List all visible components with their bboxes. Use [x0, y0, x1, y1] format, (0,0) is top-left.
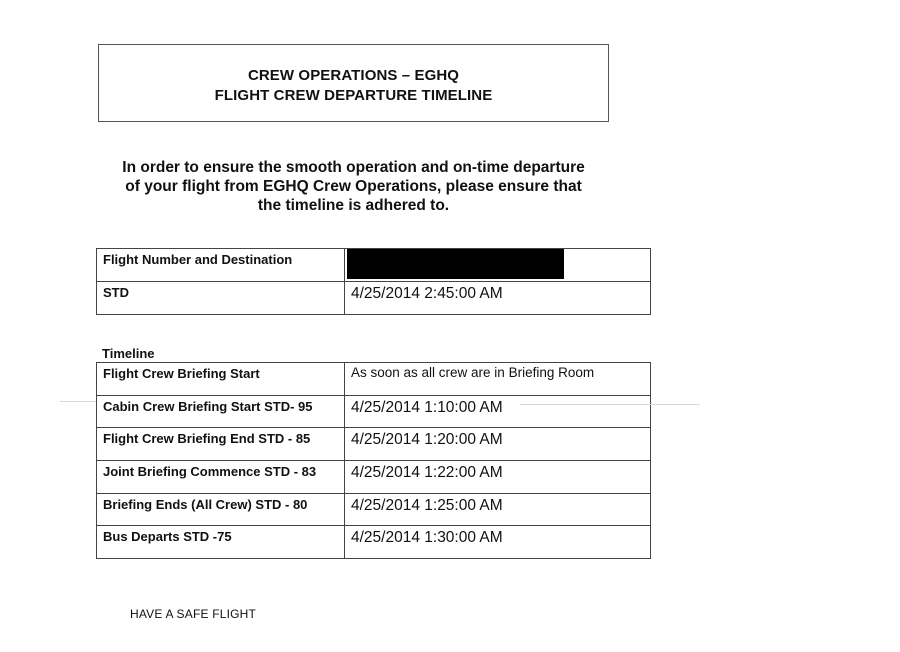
timeline-value: As soon as all crew are in Briefing Room [345, 363, 651, 396]
document-header [98, 44, 609, 122]
table-row [97, 493, 651, 526]
timeline-label: Flight Crew Briefing End STD - 85 [97, 428, 345, 461]
timeline-value: 4/25/2014 1:20:00 AM [345, 428, 651, 461]
intro-line: of your flight from EGHQ Crew Operations, please ensure that [125, 178, 582, 195]
timeline-label: Flight Crew Briefing Start [97, 363, 345, 396]
std-label: STD [97, 282, 345, 315]
std-value: 4/25/2014 2:45:00 AM [345, 282, 651, 315]
redaction-block [347, 249, 564, 279]
table-row [97, 249, 651, 282]
timeline-label: Joint Briefing Commence STD - 83 [97, 461, 345, 494]
intro-line: In order to ensure the smooth operation and on-time departure [122, 159, 585, 176]
timeline-value: 4/25/2014 1:25:00 AM [345, 493, 651, 526]
scan-artifact [520, 404, 700, 405]
header-title: CREW OPERATIONS – EGHQ [247, 67, 460, 84]
table-row [97, 282, 651, 315]
timeline-table [96, 362, 651, 559]
footer-message: HAVE A SAFE FLIGHT [130, 607, 257, 621]
table-row [97, 428, 651, 461]
timeline-title: Timeline [102, 346, 155, 361]
timeline-value: 4/25/2014 1:30:00 AM [345, 526, 651, 559]
timeline-label: Briefing Ends (All Crew) STD - 80 [97, 493, 345, 526]
timeline-label: Cabin Crew Briefing Start STD- 95 [97, 395, 345, 428]
table-row [97, 461, 651, 494]
table-row [97, 526, 651, 559]
intro-line: the timeline is adhered to. [257, 197, 450, 214]
timeline-value: 4/25/2014 1:10:00 AM [345, 395, 651, 428]
table-row [97, 363, 651, 396]
header-subtitle: FLIGHT CREW DEPARTURE TIMELINE [214, 87, 493, 104]
timeline-label: Bus Departs STD -75 [97, 526, 345, 559]
timeline-value: 4/25/2014 1:22:00 AM [345, 461, 651, 494]
intro-paragraph [98, 158, 609, 215]
table-row [97, 395, 651, 428]
flight-number-label: Flight Number and Destination [97, 249, 345, 282]
flight-number-value [345, 249, 651, 282]
flight-info-table [96, 248, 651, 315]
scan-artifact [60, 401, 96, 402]
